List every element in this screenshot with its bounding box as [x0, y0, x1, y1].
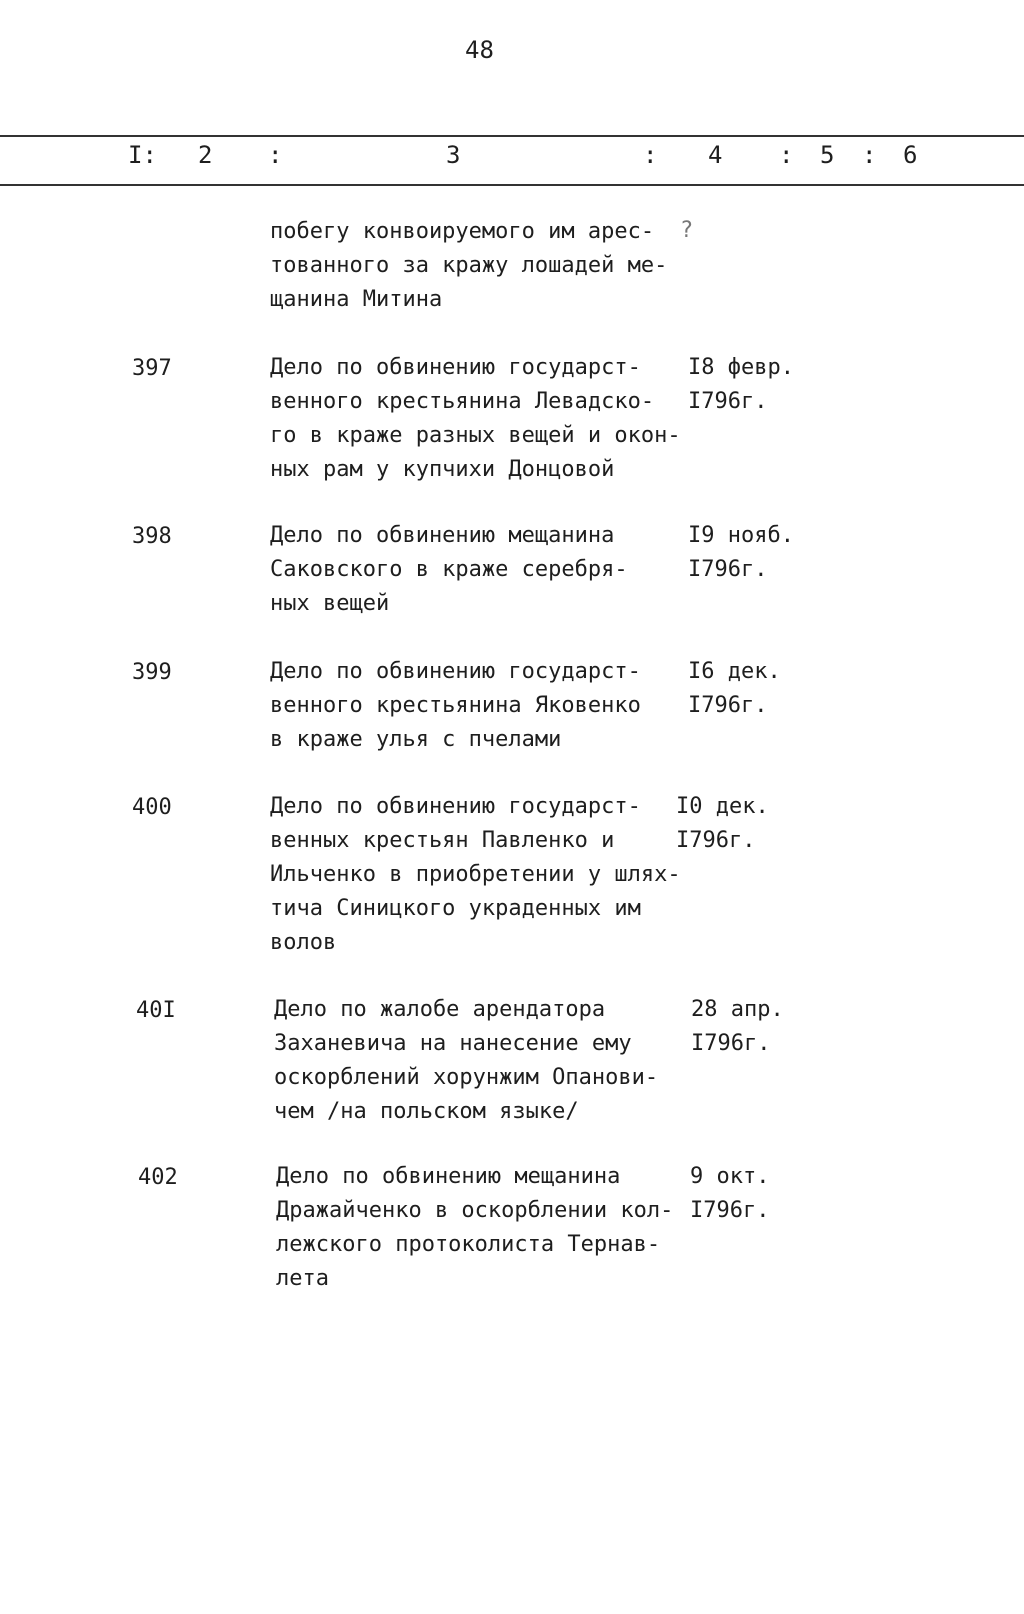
entry-date: I0 дек. I796г. — [676, 794, 769, 853]
entry-date: I9 нояб. I796г. — [688, 523, 794, 582]
entry-description: Дело по жалобе арендатора Заханевича на нанесение ему оскорблений хорунжим Опанови- чем /на польском языке/ — [274, 997, 659, 1124]
page-number: 48 — [465, 36, 494, 64]
column-header-4: 4 — [708, 141, 723, 169]
entry-description: Дело по обвинению государст- венного крестьянина Яковенко в краже улья с пчелами — [270, 659, 641, 752]
entry-description: Дело по обвинению государст- венных крестьян Павленко и Ильченко в приобретении у шлях- тича Синицкого украденных им волов — [270, 794, 681, 955]
column-header-1: I: — [128, 141, 157, 169]
entry-date: I6 дек. I796г. — [688, 659, 781, 718]
column-separator: : — [862, 141, 877, 169]
column-header-2: 2 — [198, 141, 213, 169]
entry-number: 400 — [132, 795, 172, 820]
entry-number: 398 — [132, 524, 172, 549]
entry-date: I8 февр. I796г. — [688, 355, 794, 414]
entry-description: Дело по обвинению мещанина Саковского в краже серебря- ных вещей — [270, 523, 628, 616]
entry-number: 397 — [132, 356, 172, 381]
column-separator: : — [779, 141, 794, 169]
entry-date: 28 апр. I796г. — [691, 997, 784, 1056]
column-separator: : — [268, 141, 283, 169]
entry-description: Дело по обвинению государст- венного крестьянина Левадско- го в краже разных вещей и окон- ных рам у купчихи Донцовой — [270, 355, 681, 482]
entry-number: 399 — [132, 660, 172, 685]
entry-date: 9 окт. I796г. — [690, 1164, 770, 1223]
header-top-rule — [0, 135, 1024, 137]
column-header-5: 5 — [820, 141, 835, 169]
entry-description: Дело по обвинению мещанина Дражайченко в оскорблении кол- лежского протоколиста Тернав- лета — [276, 1164, 674, 1291]
margin-question-mark: ? — [680, 218, 694, 243]
continuation-description: побегу конвоируемого им арес- тованного за кражу лошадей ме- щанина Митина — [270, 219, 668, 312]
column-separator: : — [643, 141, 658, 169]
column-header-6: 6 — [903, 141, 918, 169]
header-bottom-rule — [0, 184, 1024, 186]
column-header-3: 3 — [446, 141, 461, 169]
entry-number: 40I — [136, 998, 176, 1023]
entry-number: 402 — [138, 1165, 178, 1190]
